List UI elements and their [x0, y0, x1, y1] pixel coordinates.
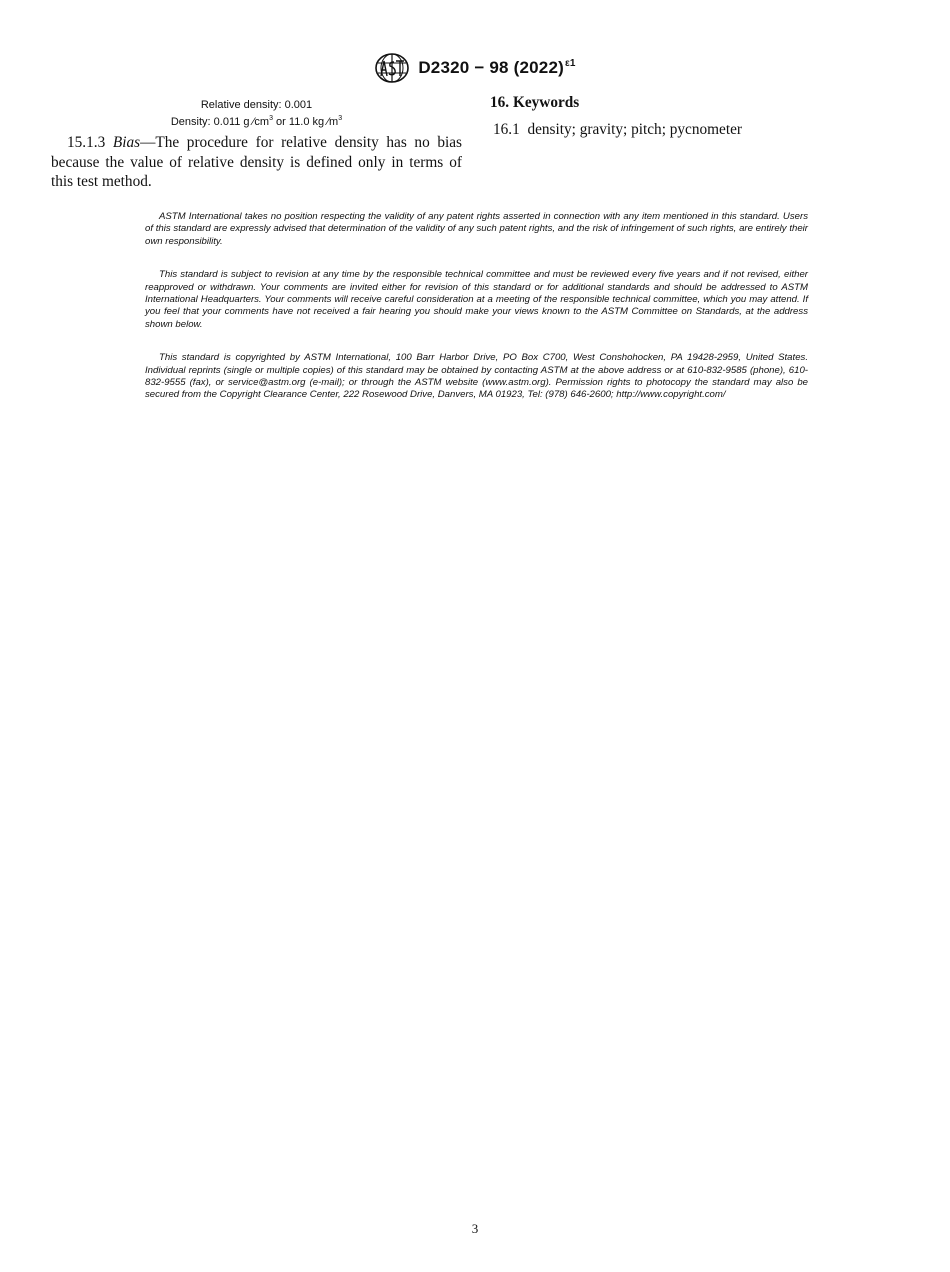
keywords-paragraph	[490, 120, 900, 140]
bias-text: —The procedure for relative density has no bias because the value of relative density is defined only in terms of this test method.	[51, 134, 462, 190]
left-column	[51, 98, 462, 192]
keywords-heading: 16. Keywords	[490, 94, 580, 111]
legal-notices	[145, 211, 808, 423]
page-number: 3	[471, 1221, 479, 1236]
astm-logo-icon	[374, 52, 410, 84]
page-header	[0, 52, 950, 84]
bias-paragraph	[51, 133, 462, 192]
copyright-notice: This standard is copyrighted by ASTM International, 100 Barr Harbor Drive, PO Box C700, West Conshohocken, PA 19428-2959, United States. Individual reprints (single or multiple copies) of this standard may be obtained by contacting ASTM at the above address or at 610-832-9585 (phone), 610-832-9555 (fax), or service@astm.org (e-mail); or through the ASTM website (www.astm.org). Permission rights to photocopy the standard may also be secured from the Copyright Clearance Center, 222 Rosewood Drive, Danvers, MA 01923, Tel: (978) 646-2600; http://www.copyright.com/	[145, 352, 808, 401]
density-line: Density: 0.011 g $⁄cm^3$ or 11.0 kg $⁄m^3$	[170, 115, 343, 128]
relative-density-line: Relative density: 0.001	[200, 99, 313, 111]
patent-notice: ASTM International takes no position respecting the validity of any patent rights asserted in connection with any item mentioned in this standard. Users of this standard are expressly advised that determination of the validity of any such patent rights, and the risk of infringement of such rights, are entirely their own responsibility.	[145, 211, 808, 247]
right-column	[490, 93, 900, 140]
revision-notice: This standard is subject to revision at any time by the responsible technical committee and must be reviewed every five years and if not revised, either reapproved or withdrawn. Your comments are invited either for revision of this standard or for additional standards and should be addressed to ASTM International Headquarters. Your comments will receive careful consideration at a meeting of the responsible technical committee, which you may attend. If you feel that your comments have not received a fair hearing you should make your views known to the ASTM Committee on Standards, at the address shown below.	[145, 269, 808, 330]
bias-number: 15.1.3	[67, 134, 106, 151]
epsilon-superscript: ε1	[564, 58, 576, 69]
bias-term: Bias	[112, 134, 141, 151]
keywords-text: density; gravity; pitch; pycnometer	[527, 121, 742, 138]
standard-designation: D2320 − 98 $(2022)^{\varepsilon 1}$	[418, 58, 576, 77]
keywords-number: 16.1	[493, 121, 520, 138]
